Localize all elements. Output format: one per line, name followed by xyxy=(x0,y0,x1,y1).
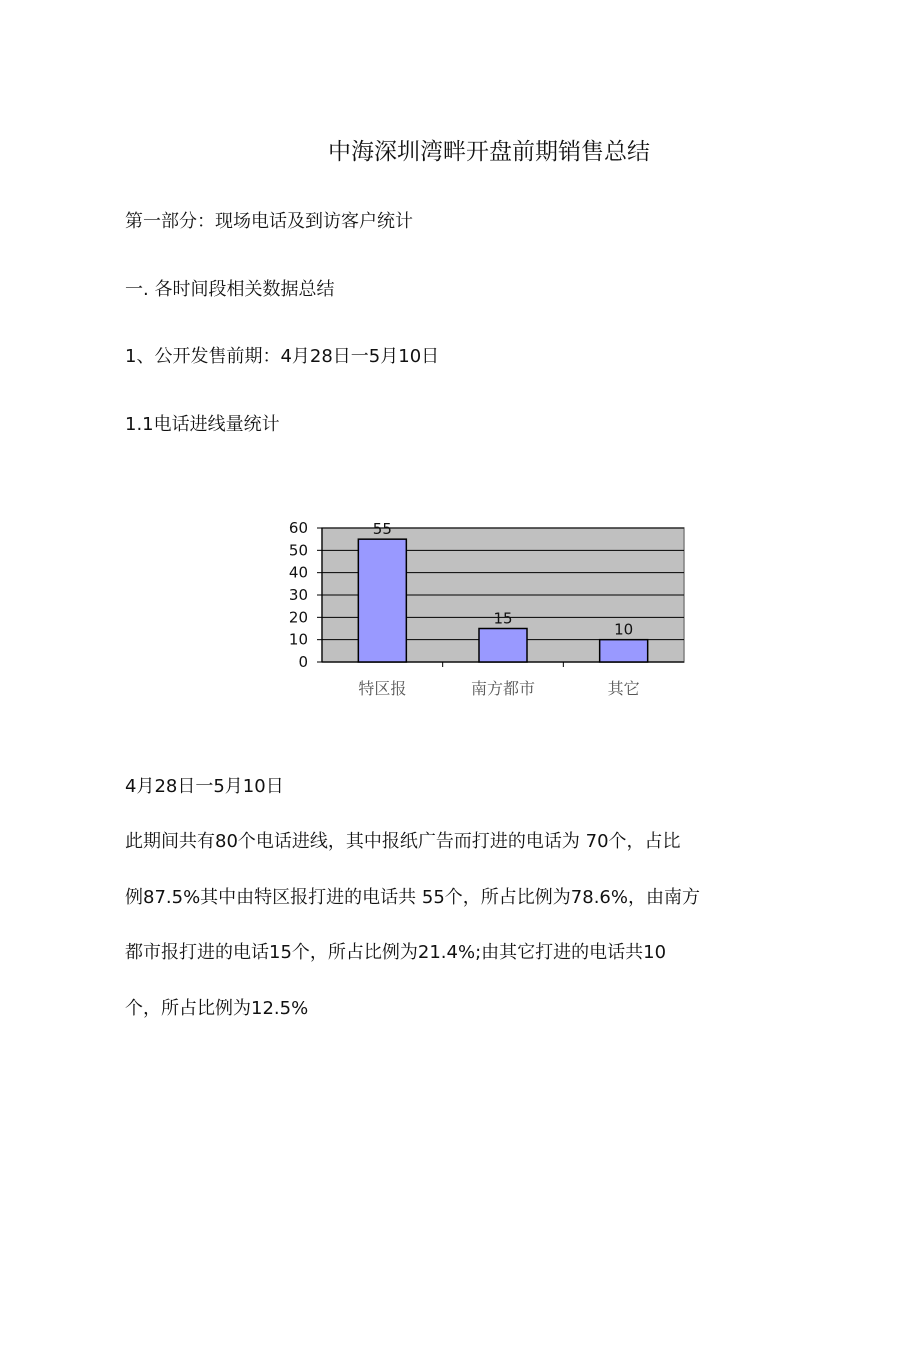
bar-data-label: 55 xyxy=(372,520,392,539)
y-tick-label: 40 xyxy=(288,563,308,582)
y-tick-label: 60 xyxy=(288,519,308,537)
period-label: 4月28日一5月10日 xyxy=(125,776,284,797)
paragraph-line-4: 个，所占比例为12.5% xyxy=(125,998,309,1019)
paragraph-line-2: 例87.5%其中由特区报打进的电话共 55个，所占比例为78.6%，由南方 xyxy=(125,887,700,908)
x-category-label: 其它 xyxy=(607,679,640,698)
bar xyxy=(479,629,527,663)
bar-data-label: 15 xyxy=(493,609,513,628)
subsection-heading: 1、公开发售前期：4月28日一5月10日 xyxy=(125,346,440,367)
y-tick-label: 0 xyxy=(298,653,308,671)
sub-subsection-heading: 1.1电话进线量统计 xyxy=(125,414,280,435)
section-heading: 一. 各时间段相关数据总结 xyxy=(125,279,335,300)
bar-data-label: 10 xyxy=(614,620,634,639)
x-category-label: 南方都市 xyxy=(470,679,536,698)
y-tick-label: 20 xyxy=(288,608,308,627)
bar xyxy=(600,640,648,662)
bar xyxy=(358,539,406,662)
y-tick-label: 30 xyxy=(288,586,308,604)
document-title: 中海深圳湾畔开盘前期销售总结 xyxy=(328,139,650,165)
y-tick-label: 50 xyxy=(288,541,308,560)
paragraph-line-1: 此期间共有80个电话进线，其中报纸广告而打进的电话为 70个，占比 xyxy=(125,831,681,852)
phone-calls-bar-chart xyxy=(280,508,710,708)
x-category-label: 特区报 xyxy=(358,679,407,698)
part-heading: 第一部分：现场电话及到访客户统计 xyxy=(125,211,413,232)
paragraph-line-3: 都市报打进的电话15个，所占比例为21.4%;由其它打进的电话共10 xyxy=(125,942,667,963)
y-tick-label: 10 xyxy=(288,630,308,649)
